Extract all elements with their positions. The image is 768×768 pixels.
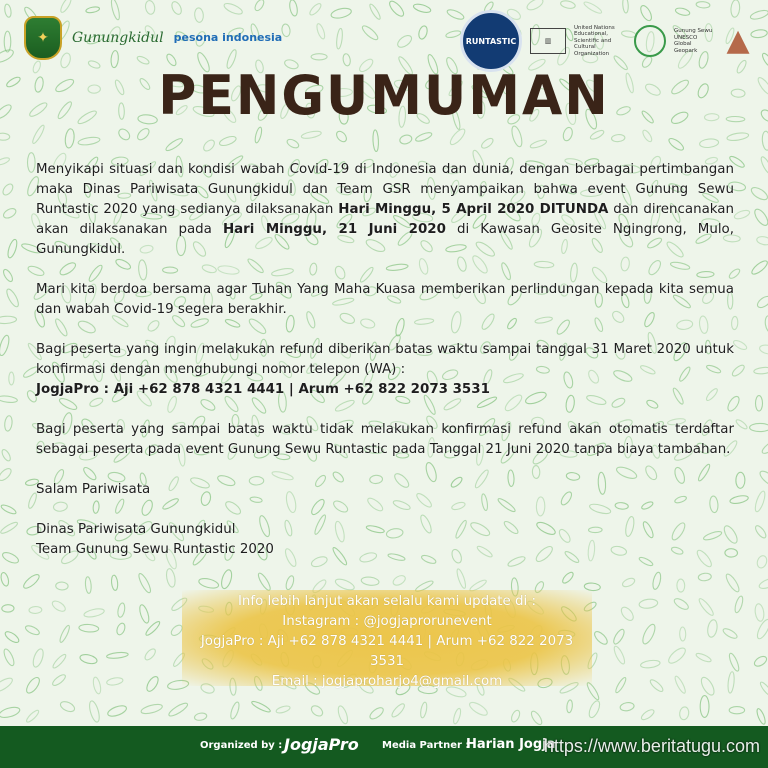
announcement-body bbox=[36, 160, 734, 560]
leaf-shape bbox=[750, 423, 768, 431]
leaf-shape bbox=[673, 675, 687, 694]
leaf-shape bbox=[0, 705, 21, 719]
leaf-shape bbox=[612, 628, 626, 646]
leaf-shape bbox=[735, 418, 748, 430]
signature-dinas: Dinas Pariwisata Gunungkidul bbox=[36, 522, 236, 537]
leaf-shape bbox=[220, 569, 234, 590]
leaf-shape bbox=[732, 339, 748, 352]
leaf-shape bbox=[734, 595, 745, 613]
leaf-shape bbox=[728, 652, 741, 672]
leaf-shape bbox=[510, 709, 521, 723]
leaf-shape bbox=[143, 647, 157, 662]
leaf-shape bbox=[758, 469, 768, 489]
leaf-shape bbox=[2, 207, 18, 220]
leaf-shape bbox=[5, 287, 21, 308]
watermark-url: https://www.beritatugu.com bbox=[543, 736, 760, 756]
leaf-shape bbox=[0, 466, 13, 482]
leaf-shape bbox=[529, 710, 543, 727]
leaf-shape bbox=[31, 648, 45, 669]
leaf-shape bbox=[167, 701, 189, 718]
leaf-shape bbox=[0, 334, 11, 356]
regency-crest-icon: ✦ bbox=[24, 16, 62, 60]
leaf-shape bbox=[106, 677, 123, 687]
leaf-shape bbox=[0, 448, 11, 462]
leaf-shape bbox=[0, 676, 14, 695]
leaf-shape bbox=[749, 185, 768, 202]
leaf-shape bbox=[621, 577, 636, 589]
leaf-shape bbox=[399, 134, 413, 145]
leaf-shape bbox=[561, 571, 575, 585]
leaf-shape bbox=[78, 136, 101, 146]
leaf-shape bbox=[673, 597, 690, 612]
leaf-shape bbox=[9, 372, 14, 385]
leaf-shape bbox=[529, 139, 547, 150]
leaf-shape bbox=[117, 127, 132, 142]
leaf-shape bbox=[336, 705, 349, 725]
leaf-shape bbox=[752, 207, 768, 227]
leaf-shape bbox=[58, 624, 71, 643]
leaf-shape bbox=[136, 127, 151, 142]
leaf-shape bbox=[256, 572, 272, 592]
leaf-shape bbox=[6, 238, 18, 258]
media-partner-label: Media Partner : bbox=[382, 740, 470, 751]
new-date: Hari Minggu, 21 Juni 2020 bbox=[222, 222, 446, 237]
organized-by-label: Organized by : bbox=[200, 740, 283, 751]
geopark-icon bbox=[634, 25, 666, 57]
leaf-shape bbox=[764, 315, 768, 333]
leaf-shape bbox=[667, 136, 685, 152]
leaf-shape bbox=[706, 619, 718, 638]
leaf-shape bbox=[700, 696, 709, 718]
leaf-shape bbox=[762, 131, 768, 151]
leaf-shape bbox=[106, 704, 127, 719]
leaf-shape bbox=[165, 568, 176, 588]
leaf-shape bbox=[468, 700, 489, 718]
leaf-shape bbox=[117, 602, 126, 617]
leaf-shape bbox=[640, 708, 656, 722]
leaf-shape bbox=[51, 653, 67, 670]
leaf-shape bbox=[566, 700, 573, 713]
leaf-shape bbox=[0, 572, 10, 587]
leaf-shape bbox=[695, 652, 712, 664]
leaf-shape bbox=[736, 472, 745, 488]
leaf-shape bbox=[145, 675, 161, 693]
leaf-shape bbox=[115, 622, 126, 636]
info-heading: Info lebih lanjut akan selalu kami update di : bbox=[237, 594, 537, 609]
info-instagram: Instagram : @jogjaprorunevent bbox=[282, 614, 492, 629]
paragraph-auto-registration: Bagi peserta yang sampai batas waktu tidak melakukan konfirmasi refund akan otomatis terdaftar sebagai peserta pada event Gunung Sewu Runtastic pada Tanggal 21 Juni 2020 tanpa biaya tambahan. bbox=[36, 422, 734, 457]
leaf-shape bbox=[755, 708, 766, 725]
leaf-shape bbox=[85, 577, 92, 594]
leaf-shape bbox=[309, 704, 324, 718]
leaf-shape bbox=[452, 708, 462, 725]
leaf-shape bbox=[759, 681, 768, 698]
leaf-shape bbox=[727, 671, 735, 693]
leaf-shape bbox=[754, 524, 768, 539]
leaf-shape bbox=[29, 606, 42, 613]
leaf-shape bbox=[759, 344, 768, 355]
leaf-shape bbox=[88, 700, 102, 723]
leaf-shape bbox=[753, 490, 766, 513]
leaf-shape bbox=[699, 675, 717, 697]
leaf-shape bbox=[0, 316, 17, 324]
paragraph-refund bbox=[36, 340, 734, 400]
leaf-shape bbox=[592, 629, 609, 646]
leaf-shape bbox=[2, 604, 14, 612]
leaf-shape bbox=[724, 572, 741, 593]
leaf-shape bbox=[680, 627, 686, 641]
leaf-shape bbox=[510, 125, 524, 148]
info-email: Email : jogjaproharjo4@gmail.com bbox=[271, 674, 503, 689]
leaf-shape bbox=[22, 572, 41, 590]
p1-text-3: di Kawasan Geosite Ngingrong, Mulo, Gunungkidul. bbox=[36, 222, 734, 257]
leaf-shape bbox=[254, 127, 263, 144]
leaf-shape bbox=[587, 699, 602, 719]
paragraph-prayer: Mari kita berdoa bersama agar Tuhan Yang Maha Kuasa memberikan perlindungan kepada kita semua dan wabah Covid-19 segera berakhir. bbox=[36, 282, 734, 317]
leaf-shape bbox=[0, 133, 10, 140]
leaf-shape bbox=[285, 575, 296, 591]
leaf-shape bbox=[641, 129, 653, 143]
leaf-shape bbox=[92, 676, 102, 694]
leaf-shape bbox=[140, 703, 163, 716]
triangle-logo-icon: ▲ bbox=[726, 23, 750, 58]
leaf-shape bbox=[649, 678, 665, 693]
leaf-shape bbox=[420, 702, 428, 719]
leaf-shape bbox=[640, 623, 657, 646]
leaf-shape bbox=[59, 700, 76, 714]
leaf-shape bbox=[640, 659, 660, 669]
leaf-shape bbox=[699, 138, 719, 148]
leaf-shape bbox=[24, 675, 42, 695]
leaf-shape bbox=[562, 126, 574, 141]
leaf-shape bbox=[753, 654, 768, 668]
leaf-shape bbox=[756, 396, 763, 411]
leaf-shape bbox=[25, 709, 40, 724]
leaf-shape bbox=[722, 627, 739, 640]
leaf-shape bbox=[620, 702, 635, 712]
leaf-shape bbox=[639, 598, 659, 609]
leaf-shape bbox=[589, 129, 605, 141]
leaf-shape bbox=[760, 439, 768, 456]
leaf-shape bbox=[4, 415, 13, 431]
leaf-shape bbox=[480, 137, 495, 150]
info-box bbox=[182, 590, 592, 689]
leaf-shape bbox=[361, 576, 380, 586]
leaf-shape bbox=[286, 138, 300, 150]
leaf-shape bbox=[750, 259, 768, 277]
unesco-logo-text: United Nations Educational, Scientific and Cultural Organization bbox=[574, 24, 615, 57]
leaf-shape bbox=[56, 582, 69, 590]
leaf-shape bbox=[368, 706, 385, 721]
leaf-shape bbox=[275, 705, 290, 715]
leaf-shape bbox=[194, 712, 208, 721]
leaf-shape bbox=[79, 624, 99, 633]
leaf-shape bbox=[756, 554, 768, 569]
leaf-shape bbox=[111, 575, 119, 591]
leaf-shape bbox=[448, 127, 467, 147]
leaf-shape bbox=[79, 653, 98, 665]
runtastic-logo: RUNTASTIC bbox=[460, 10, 522, 72]
leaf-shape bbox=[2, 268, 14, 283]
leaf-shape bbox=[301, 130, 322, 140]
leaf-shape bbox=[64, 128, 75, 148]
leaf-shape bbox=[24, 624, 40, 637]
leaf-shape bbox=[106, 652, 128, 660]
old-date: Hari Minggu, 5 April 2020 DITUNDA bbox=[338, 202, 609, 217]
leaf-shape bbox=[652, 572, 663, 590]
leaf-shape bbox=[202, 138, 217, 153]
organizer-logo: JogjaPro bbox=[284, 735, 359, 754]
refund-contacts: JogjaPro : Aji +62 878 4321 4441 | Arum +62 822 2073 3531 bbox=[36, 382, 490, 397]
leaf-shape bbox=[697, 597, 715, 617]
leaf-shape bbox=[612, 645, 626, 665]
geopark-logo-text: Gunung Sewu UNESCO Global Geopark bbox=[674, 28, 713, 54]
announcement-title: PENGUMUMAN bbox=[158, 64, 610, 128]
leaf-shape bbox=[758, 576, 768, 590]
leaf-shape bbox=[614, 676, 627, 693]
leaf-shape bbox=[754, 367, 768, 375]
leaf-shape bbox=[759, 155, 768, 175]
p1-text-2: dan direncanakan akan dilaksanakan pada bbox=[36, 202, 735, 237]
leaf-shape bbox=[415, 131, 433, 143]
leaf-shape bbox=[727, 132, 750, 142]
paragraph-postponement bbox=[36, 160, 734, 260]
leaf-shape bbox=[0, 395, 18, 403]
leaf-shape bbox=[619, 605, 636, 623]
leaf-shape bbox=[733, 209, 750, 221]
unesco-temple-icon: ▥ bbox=[530, 28, 566, 54]
leaf-shape bbox=[138, 604, 151, 624]
leaf-shape bbox=[83, 607, 105, 618]
leaf-shape bbox=[0, 521, 19, 536]
leaf-shape bbox=[391, 574, 406, 588]
refund-text: Bagi peserta yang ingin melakukan refund diberikan batas waktu sampai tanggal 31 Maret 2020 untuk konfirmasi dengan menghubungi nomor telepon (WA) : bbox=[36, 342, 734, 377]
leaf-shape bbox=[1, 182, 15, 197]
leaf-shape bbox=[756, 294, 768, 310]
p1-text: Menyikapi situasi dan kondisi wabah Covid-19 di Indonesia dan dunia, dengan berbagai pertimbangan maka Dinas Pariwisata Gunungkidul dan Team GSR menyampaikan bahwa event Gunung Sewu Runtastic 2020 yang sedianya dilaksanakan bbox=[36, 162, 734, 217]
leaf-shape bbox=[2, 648, 16, 667]
leaf-shape bbox=[698, 573, 712, 582]
wonderful-indonesia-logo: pesona indonesia bbox=[173, 31, 283, 44]
leaf-shape bbox=[679, 706, 690, 720]
leaf-shape bbox=[229, 701, 241, 720]
leaf-shape bbox=[27, 153, 35, 173]
leaf-shape bbox=[137, 572, 153, 594]
leaf-shape bbox=[51, 599, 67, 613]
leaf-shape bbox=[4, 630, 21, 645]
leaf-shape bbox=[335, 129, 349, 143]
leaf-shape bbox=[0, 503, 17, 515]
leaf-shape bbox=[0, 156, 10, 166]
leaf-shape bbox=[666, 645, 687, 665]
leaf-shape bbox=[51, 673, 67, 687]
greeting: Salam Pariwisata bbox=[36, 482, 151, 497]
leaf-shape bbox=[1, 550, 20, 565]
leaf-shape bbox=[611, 134, 625, 142]
leaf-shape bbox=[198, 577, 220, 590]
media-partner-logo: Harian Jogja bbox=[466, 737, 556, 752]
right-logos bbox=[460, 10, 754, 72]
leaf-shape bbox=[218, 135, 237, 148]
left-logos bbox=[24, 16, 282, 60]
leaf-shape bbox=[455, 568, 467, 589]
leaf-shape bbox=[164, 137, 183, 153]
leaf-shape bbox=[754, 603, 765, 622]
leaf-shape bbox=[372, 130, 379, 152]
leaf-shape bbox=[729, 707, 744, 714]
leaf-shape bbox=[251, 700, 272, 714]
leaf-shape bbox=[756, 235, 768, 245]
leaf-shape bbox=[390, 702, 406, 719]
leaf-shape bbox=[677, 579, 685, 592]
info-contacts: JogjaPro : Aji +62 878 4321 4441 | Arum +62 822 2073 3531 bbox=[200, 634, 574, 669]
gunungkidul-logo: Gunungkidul bbox=[72, 30, 164, 46]
signature-team: Team Gunung Sewu Runtastic 2020 bbox=[36, 542, 274, 557]
